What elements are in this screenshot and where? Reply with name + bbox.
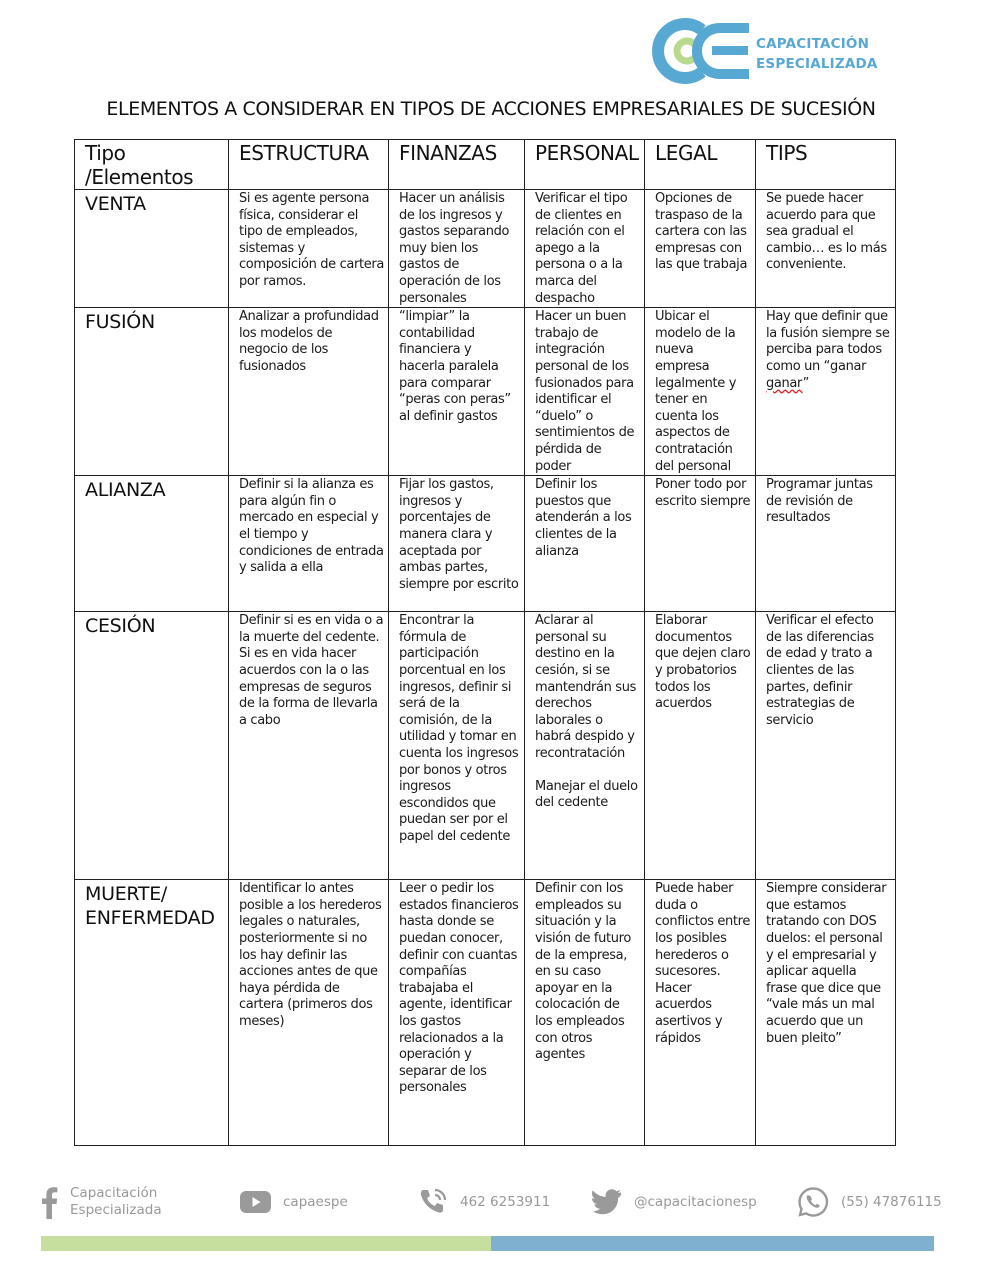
table-row-cesion — [75, 612, 896, 880]
cell-estructura: Si es agente persona física, considerar el tipo de empleados, sistemas y composición de cartera por ramos. — [229, 190, 389, 308]
document-title: ELEMENTOS A CONSIDERAR EN TIPOS DE ACCIONES EMPRESARIALES DE SUCESIÓN — [106, 98, 876, 120]
cell-legal: Opciones de traspaso de la cartera con las empresas con las que trabaja — [645, 190, 756, 308]
cell-finanzas: Fijar los gastos, ingresos y porcentajes de manera clara y aceptada por ambas partes, siempre por escrito — [389, 476, 525, 612]
header-finanzas: FINANZAS — [389, 140, 525, 190]
footer-facebook[interactable] — [40, 1182, 162, 1222]
footer-bar-blue — [491, 1236, 934, 1251]
youtube-label: capaespe — [283, 1194, 348, 1210]
footer-contacts — [0, 1182, 982, 1222]
whatsapp-label: (55) 47876115 — [841, 1194, 942, 1210]
cell-tips: Siempre considerar que estamos tratando con DOS duelos: el personal y el empresarial y aplicar aquella frase que dice que “vale más un mal acuerdo que un buen pleito” — [756, 880, 896, 1146]
cell-tips: Verificar el efecto de las diferencias de edad y trato a clientes de las partes, definir estrategias de servicio — [756, 612, 896, 880]
header-estructura: ESTRUCTURA — [229, 140, 389, 190]
table-row-muerte-enfermedad — [75, 880, 896, 1146]
personal-paragraph-2: Manejar el duelo del cedente — [535, 778, 638, 811]
twitter-icon — [592, 1189, 622, 1215]
cell-tips: Se puede hacer acuerdo para que sea gradual el cambio… es lo más conveniente. — [756, 190, 896, 308]
spellcheck-word: ganar — [766, 375, 803, 391]
footer-phone[interactable] — [418, 1182, 550, 1222]
succession-elements-table — [74, 139, 896, 1146]
cell-finanzas: Encontrar la fórmula de participación porcentual en los ingresos, definir si será de la comisión, de la utilidad y tomar en cuenta los ingresos por bonos y otros ingresos escondidos que puedan ser por el papel del cedente — [389, 612, 525, 880]
facebook-icon — [40, 1185, 58, 1219]
cell-tips — [756, 308, 896, 476]
cell-personal: Definir los puestos que atenderán a los clientes de la alianza — [525, 476, 645, 612]
brand-name — [756, 34, 878, 74]
cell-personal: Verificar el tipo de clientes en relación con el apego a la persona o a la marca del despacho — [525, 190, 645, 308]
cell-personal: Hacer un buen trabajo de integración personal de los fusionados para identificar el “duelo” o sentimientos de pérdida de poder — [525, 308, 645, 476]
whatsapp-icon — [797, 1186, 829, 1218]
footer-youtube[interactable] — [240, 1182, 348, 1222]
cell-legal: Poner todo por escrito siempre — [645, 476, 756, 612]
cell-estructura: Definir si la alianza es para algún fin o mercado en especial y el tiempo y condiciones de entrada y salida a ella — [229, 476, 389, 612]
cell-legal: Puede haber duda o conflictos entre los posibles herederos o sucesores. Hacer acuerdos asertivos y rápidos — [645, 880, 756, 1146]
table-row-fusion — [75, 308, 896, 476]
cell-estructura: Identificar lo antes posible a los herederos legales o naturales, posteriormente si no los hay definir las acciones antes de que haya pérdida de cartera (primeros dos meses) — [229, 880, 389, 1146]
brand-line-2: ESPECIALIZADA — [756, 56, 878, 72]
brand-line-1: CAPACITACIÓN — [756, 36, 870, 52]
phone-icon — [418, 1187, 448, 1217]
cell-personal — [525, 612, 645, 880]
twitter-label: @capacitacionesp — [634, 1194, 757, 1210]
cell-personal: Definir con los empleados su situación y la visión de futuro de la empresa, en su caso apoyar en la colocación de los empleados con otros agentes — [525, 880, 645, 1146]
row-type-muerte-enfermedad: MUERTE/ ENFERMEDAD — [75, 880, 229, 1146]
facebook-label: Capacitación Especializada — [70, 1185, 162, 1218]
row-type-cesion: CESIÓN — [75, 612, 229, 880]
table-row-alianza — [75, 476, 896, 612]
header-tipo: Tipo /Elementos — [75, 140, 229, 190]
youtube-icon — [240, 1191, 271, 1213]
row-type-alianza: ALIANZA — [75, 476, 229, 612]
cell-tips: Programar juntas de revisión de resultados — [756, 476, 896, 612]
cell-legal: Elaborar documentos que dejen claro y probatorios todos los acuerdos — [645, 612, 756, 880]
header-personal: PERSONAL — [525, 140, 645, 190]
phone-label: 462 6253911 — [460, 1194, 551, 1210]
brand-mark-icon — [650, 18, 760, 84]
footer-whatsapp[interactable] — [797, 1182, 942, 1222]
header-tips: TIPS — [756, 140, 896, 190]
footer-bar-green — [41, 1236, 491, 1251]
table-header-row — [75, 140, 896, 190]
cell-legal: Ubicar el modelo de la nueva empresa legalmente y tener en cuenta los aspectos de contratación del personal — [645, 308, 756, 476]
cell-finanzas: Leer o pedir los estados financieros hasta donde se puedan conocer, definir con cuantas compañías trabajaba el agente, identificar los gastos relacionados a la operación y separar de los personales — [389, 880, 525, 1146]
personal-paragraph-1: Aclarar al personal su destino en la cesión, si se mantendrán sus derechos laborales o habrá despido y recontratación — [535, 613, 637, 761]
cell-estructura: Analizar a profundidad los modelos de negocio de los fusionados — [229, 308, 389, 476]
table-row-venta — [75, 190, 896, 308]
cell-finanzas: Hacer un análisis de los ingresos y gastos separando muy bien los gastos de operación de los personales — [389, 190, 525, 308]
cell-estructura: Definir si es en vida o a la muerte del cedente. Si es en vida hacer acuerdos con la o las empresas de seguros de la forma de llevarla a cabo — [229, 612, 389, 880]
footer-twitter[interactable] — [592, 1182, 757, 1222]
tips-text: Hay que definir que la fusión siempre se perciba para todos como un “ganar — [766, 309, 890, 374]
row-type-fusion: FUSIÓN — [75, 308, 229, 476]
tips-text-end: ” — [802, 375, 809, 391]
row-type-venta: VENTA — [75, 190, 229, 308]
cell-finanzas: “limpiar” la contabilidad financiera y hacerla paralela para comparar “peras con peras” al definir gastos — [389, 308, 525, 476]
header-legal: LEGAL — [645, 140, 756, 190]
